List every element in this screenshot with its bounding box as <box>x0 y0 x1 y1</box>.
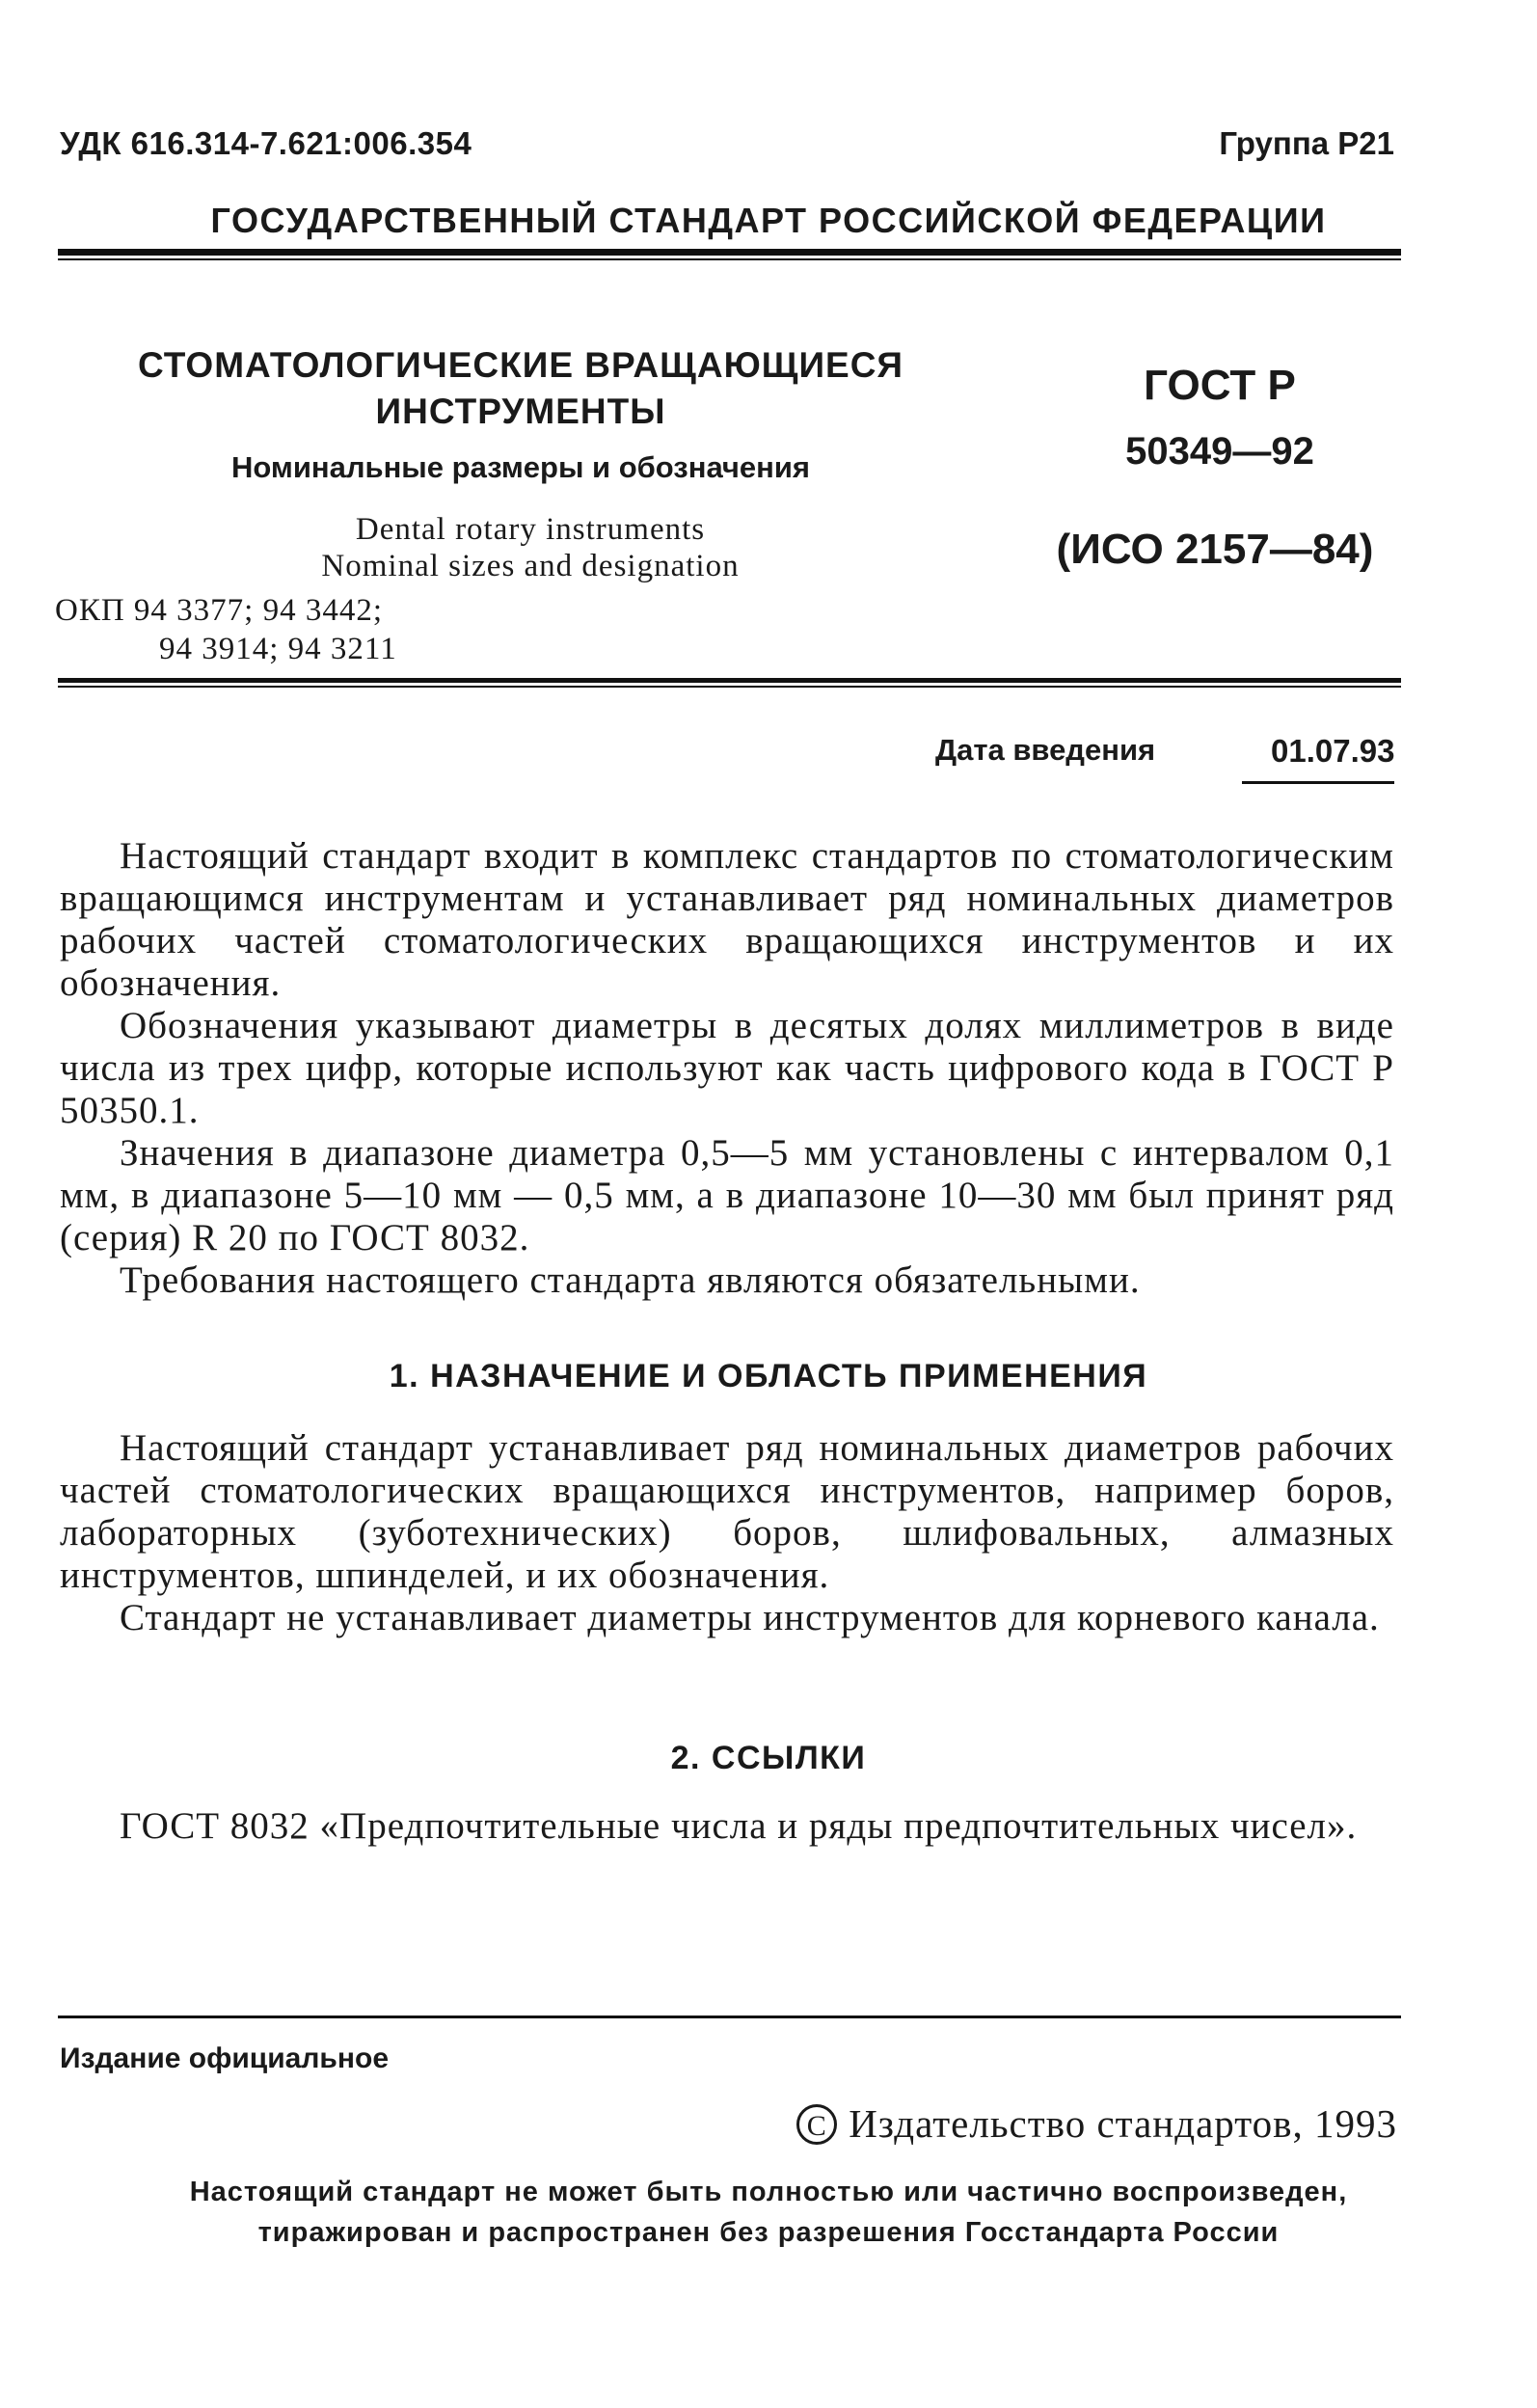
gost-number: 50349—92 <box>1125 430 1314 473</box>
english-title-line-1: Dental rotary instruments <box>355 512 706 547</box>
okp-codes-line-2: 94 3914; 94 3211 <box>159 632 397 666</box>
iso-reference: (ИСО 2157—84) <box>1056 526 1374 573</box>
intro-paragraph-4: Требования настоящего стандарта являются обязательными. <box>120 1259 1141 1301</box>
gost-label: ГОСТ Р <box>1144 362 1296 409</box>
header-thin-rule <box>58 258 1401 260</box>
document-subtitle: Номинальные размеры и обозначения <box>230 450 811 484</box>
intro-paragraph-2: Обозначения указывают диаметры в десятых долях миллиметров в виде числа из трех цифр, которые используют как часть цифрового кода в ГОСТ Р 50350.1. <box>60 1005 1394 1131</box>
section-2-paragraph-1: ГОСТ 8032 «Предпочтительные числа и ряды предпочтительных чисел». <box>120 1805 1358 1847</box>
title-line-1: СТОМАТОЛОГИЧЕСКИЕ ВРАЩАЮЩИЕСЯ <box>137 345 904 385</box>
intro-date-value: 01.07.93 <box>1271 733 1395 769</box>
intro-paragraph-1: Настоящий стандарт входит в комплекс стандартов по стоматологическим вращающимся инструментам и устанавливает ряд номинальных диаметров рабочих частей стоматологических вращающихся инструментов и их обозначения. <box>60 835 1394 1004</box>
english-title-line-2: Nominal sizes and designation <box>321 549 740 583</box>
copyright-text: Издательство стандартов, 1993 <box>849 2101 1397 2146</box>
section-2-heading: 2. ССЫЛКИ <box>670 1740 867 1776</box>
section-1-paragraph-2: Стандарт не устанавливает диаметры инструментов для корневого канала. <box>120 1597 1380 1638</box>
okp-codes-line-1: ОКП 94 3377; 94 3442; <box>55 593 384 628</box>
header-thick-rule <box>58 249 1401 256</box>
reproduction-notice <box>0 2172 1537 2253</box>
footer-rule <box>58 2016 1401 2018</box>
udk-code: УДК 616.314-7.621:006.354 <box>60 125 472 161</box>
title-block-thin-rule <box>58 686 1401 688</box>
section-2-text <box>60 1805 1394 1848</box>
english-title <box>280 511 781 584</box>
title-line-2: ИНСТРУМЕНТЫ <box>375 392 666 431</box>
document-title <box>125 342 916 435</box>
group-code: Группа Р21 <box>1219 125 1394 161</box>
date-underline <box>1242 781 1394 784</box>
title-block-rule <box>58 678 1401 683</box>
copyright-line <box>796 2100 1397 2147</box>
notice-line-1: Настоящий стандарт не может быть полностью или частично воспроизведен, <box>189 2177 1348 2207</box>
section-1-paragraph-1: Настоящий стандарт устанавливает ряд номинальных диаметров рабочих частей стоматологических вращающихся инструментов, например боров, лабораторных (зуботехнических) боров, шлифовальных, алмазных инструментов, шпинделей, и их обозначения. <box>60 1427 1394 1596</box>
section-1-heading: 1. НАЗНАЧЕНИЕ И ОБЛАСТЬ ПРИМЕНЕНИЯ <box>389 1358 1148 1394</box>
notice-line-2: тиражирован и распространен без разрешения Госстандарта России <box>257 2217 1280 2248</box>
state-standard-heading: ГОСУДАРСТВЕННЫЙ СТАНДАРТ РОССИЙСКОЙ ФЕДЕРАЦИИ <box>210 201 1327 240</box>
intro-text <box>60 835 1394 1302</box>
section-1-text <box>60 1427 1394 1639</box>
copyright-icon: С <box>796 2104 837 2145</box>
intro-date-label: Дата введения <box>935 733 1156 767</box>
intro-paragraph-3: Значения в диапазоне диаметра 0,5—5 мм установлены с интервалом 0,1 мм, в диапазоне 5—10 мм — 0,5 мм, а в диапазоне 10—30 мм был принят ряд (серия) R 20 по ГОСТ 8032. <box>60 1132 1394 1258</box>
official-edition-label: Издание официальное <box>60 2043 390 2074</box>
